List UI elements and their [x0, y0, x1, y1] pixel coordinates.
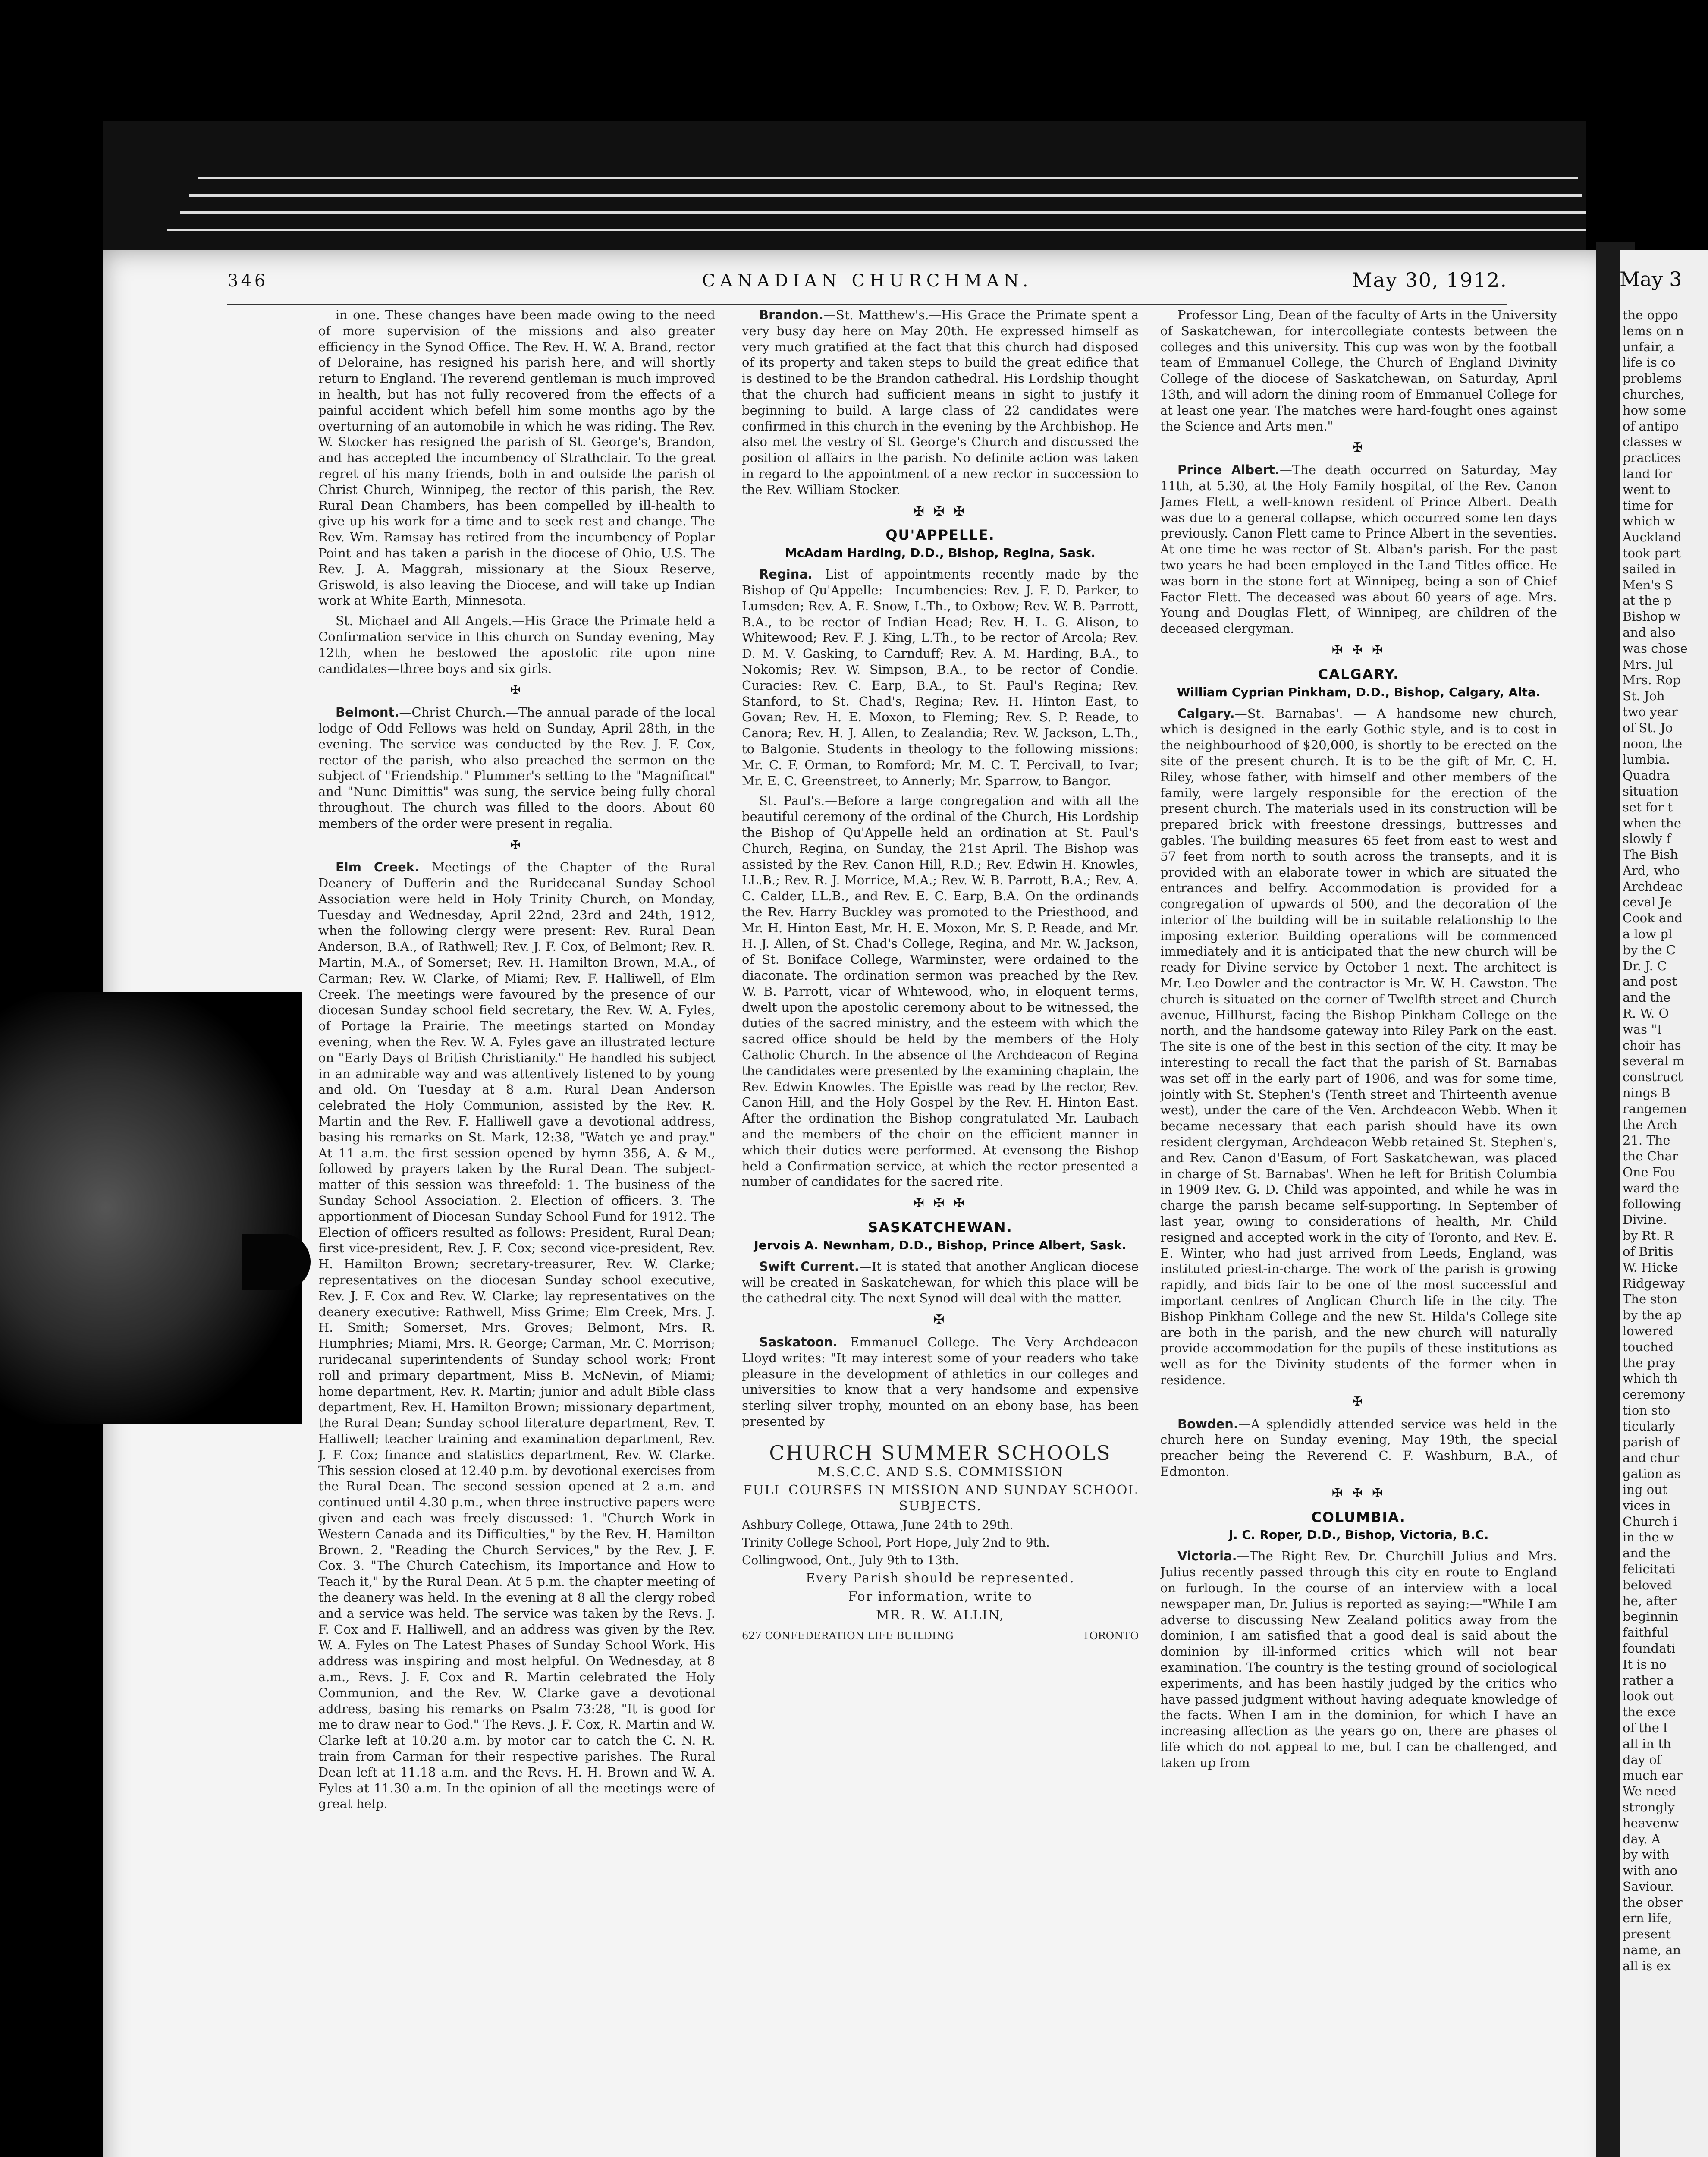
ornament: ✠ — [510, 682, 524, 698]
place-heading: Brandon. — [759, 308, 823, 322]
facing-page-line: Ridgeway — [1623, 1276, 1685, 1291]
page-edge-line — [167, 229, 1586, 231]
facing-page-line: took part — [1623, 545, 1681, 560]
ornament: ✠ ✠ ✠ — [1331, 642, 1386, 658]
facing-page-line: The Bish — [1623, 847, 1678, 862]
facing-page-line: set for t — [1623, 799, 1673, 814]
article-paragraph: St. Michael and All Angels.—His Grace the Primate held a Confirmation service in this church on Sunday evening, May 12th, when he bestowed the apostolic rite upon nine candidates—three boys and six girls. — [318, 613, 715, 676]
facing-page-line: the pray — [1623, 1355, 1676, 1370]
place-heading: Calgary. — [1177, 706, 1235, 721]
header-rule — [227, 304, 1507, 305]
facing-page-line: R. W. O — [1623, 1006, 1669, 1021]
facing-page-line: It is no — [1623, 1657, 1667, 1672]
bishop-line: McAdam Harding, D.D., Bishop, Regina, Sask. — [785, 546, 1096, 560]
facing-page-line: when the — [1623, 815, 1682, 830]
ad-city: TORONTO — [1082, 1629, 1139, 1642]
facing-page-line: Dr. J. C — [1623, 958, 1667, 973]
article-paragraph: Professor Ling, Dean of the faculty of Arts in the University of Saskatchewan, for intercollegiate contests between the colleges and this university. This cup was won by the football team of Emmanuel College, the Church of England Divinity College of the diocese of Saskatchewan, on Saturday, April 13th, and will adorn the dining room of Emmanuel College for at least one year. The matches were hard-fought ones against the Science and Arts men." — [1160, 308, 1557, 434]
facing-page-line: tion sto — [1623, 1402, 1670, 1418]
facing-page-line: how some — [1623, 402, 1686, 418]
facing-page-line: by the ap — [1623, 1308, 1682, 1323]
facing-page-line: land for — [1623, 466, 1673, 481]
thumb-shadow — [0, 992, 302, 1424]
facing-page-line: lems on n — [1623, 323, 1684, 338]
article-paragraph — [742, 566, 1139, 789]
facing-page-line: the Arch — [1623, 1117, 1677, 1132]
facing-page-line: and also — [1623, 625, 1676, 640]
page-edge-line — [198, 177, 1578, 179]
facing-page-line: ticularly — [1623, 1418, 1675, 1434]
ornament: ✠ — [1352, 1394, 1366, 1409]
facing-page-line: nings B — [1623, 1085, 1670, 1101]
article-paragraph — [742, 1334, 1139, 1430]
facing-page-line: beloved — [1623, 1577, 1672, 1592]
bishop-line: J. C. Roper, D.D., Bishop, Victoria, B.C. — [1228, 1528, 1489, 1542]
advertisement — [742, 1437, 1139, 1644]
facing-page-line: Cook and — [1623, 911, 1683, 926]
facing-page-line: problems — [1623, 371, 1682, 386]
facing-page-line: the oppo — [1623, 308, 1678, 322]
article-paragraph — [1160, 462, 1557, 637]
article-paragraph — [1160, 706, 1557, 1388]
facing-page-line: rather a — [1623, 1673, 1674, 1688]
place-heading: Regina. — [759, 567, 813, 582]
bishop-line: Jervois A. Newnham, D.D., Bishop, Prince Albert, Sask. — [754, 1238, 1127, 1252]
facing-page-line: was "I — [1623, 1022, 1662, 1037]
ornament: ✠ — [933, 1312, 947, 1328]
facing-page-line: Ard, who — [1623, 863, 1680, 878]
ad-address: 627 CONFEDERATION LIFE BUILDING — [742, 1629, 954, 1642]
facing-page-line: One Fou — [1623, 1165, 1676, 1180]
ornament: ✠ ✠ ✠ — [913, 503, 967, 519]
facing-page-line: with ano — [1623, 1863, 1678, 1878]
facing-page-line: by Rt. R — [1623, 1228, 1673, 1243]
facing-page-line: unfair, a — [1623, 339, 1675, 354]
facing-page-line: Bishop w — [1623, 609, 1681, 624]
article-text: —A splendidly attended service was held in the church here on Sunday evening, May 19th, the special preacher being the Reverend C. F. Washburn, B.A., of Edmonton. — [1160, 1416, 1557, 1479]
article-paragraph: St. Paul's.—Before a large congregation and with all the beautiful ceremony of the ordinal of the Church, His Lordship the Bishop of Qu'Appelle held an ordination at St. Paul's Church, Regina, on Sunday, the 21st April. The Bishop was assisted by the Rev. Canon Hill, R.D.; Rev. Edwin H. Knowles, LL.B.; Rev. R. J. Morrice, M.A.; Rev. W. B. Parrott, B.A.; Rev. A. C. Calder, LL.B., and Rev. E. C. Earp, B.A. On the ordinands the Rev. Harry Buckley was promoted to the Priesthood, and Mr. H. Hinton East, Mr. H. E. Moxon, Mr. S. P. Reade, and Mr. H. J. Allen, of St. Chad's College, Regina, and Mr. W. Jackson, of St. Boniface College, Warminster, were ordained to the diaconate. The ordination sermon was preached by the Rev. W. B. Parrott, vicar of Whitewood, who, in eloquent terms, dwelt upon the apostolic ceremony about to be witnessed, the duties of the sacred ministry, and the esteem with which the sacred office should be held by the members of the Holy Catholic Church. In the absence of the Archdeacon of Regina the candidates were presented by the examining chaplain, the Rev. Edwin Knowles. The Epistle was read by the rector, Rev. Canon Hill, and the Holy Gospel by the Rev. H. Hinton East. After the ordination the Bishop congratulated Mr. Laubach and the members of the choir on the efficient manner in which their duties were performed. At evensong the Bishop held a Confirmation service, at which the rector presented a number of candidates for the sacred rite. — [742, 793, 1139, 1189]
ad-line: Trinity College School, Port Hope, July 2nd to 9th. — [742, 1535, 1050, 1550]
page-header — [227, 268, 1507, 303]
facing-page-line: ward the — [1623, 1180, 1680, 1195]
facing-page-line: Saviour. — [1623, 1879, 1674, 1894]
facing-page-line: and the — [1623, 990, 1671, 1005]
facing-page-line: Mrs. Rop — [1623, 673, 1681, 688]
thumb-tip — [242, 1234, 311, 1290]
facing-page-line: of Britis — [1623, 1244, 1673, 1259]
place-heading: Belmont. — [336, 705, 399, 720]
article-text: —Emmanuel College.—The Very Archdeacon Lloyd writes: "It may interest some of your readers who take pleasure in the development of athletics in our colleges and universities to know that a very handsome and expensive sterling silver trophy, mounted on an ebony base, has been presented by — [742, 1335, 1139, 1429]
diocese-heading: CALGARY. — [1318, 666, 1400, 682]
facing-page-line: of antipo — [1623, 418, 1679, 434]
facing-page-line: was chose — [1623, 641, 1688, 656]
facing-page-line: by with — [1623, 1847, 1670, 1862]
book-edge — [103, 121, 1586, 263]
page-edge-line — [189, 194, 1582, 197]
diocese-heading: SASKATCHEWAN. — [868, 1219, 1013, 1236]
facing-page-text — [1623, 307, 1708, 2157]
facing-page-line: all is ex — [1623, 1958, 1671, 1973]
facing-page-line: life is co — [1623, 355, 1676, 370]
facing-page-line: of the l — [1623, 1720, 1667, 1735]
facing-page-line: W. Hicke — [1623, 1260, 1678, 1275]
facing-page-line: choir has — [1623, 1038, 1681, 1053]
facing-page-line: We need — [1623, 1784, 1677, 1799]
facing-page-line: ing out — [1623, 1482, 1667, 1497]
article-paragraph — [742, 307, 1139, 498]
ornament: ✠ — [1352, 440, 1366, 456]
publication-title: CANADIAN CHURCHMAN. — [702, 271, 1033, 291]
facing-page-line: and chur — [1623, 1450, 1680, 1465]
article-text: —List of appointments recently made by the Bishop of Qu'Appelle:—Incumbencies: Rev. J. F. D. Parker, to Lumsden; Rev. A. E. Snow, L.Th., to Oxbow; Rev. W. B. Parrott, B.A., to be rector of Indian Head; Rev. H. L. G. Alison, to Whitewood; Rev. F. J. King, L.Th., to be rector of Arcola; Rev. D. M. V. Gasking, to Carnduff; Rev. A. M. Harding, B.A., to Nokomis; Rev. W. Simpson, B.A., to be rector of Condie. Curacies: Rev. C. Earp, B.A., to St. Paul's Regina; Rev. Stanford, to St. Chad's, Regina; Rev. H. Hinton East, to Govan; Rev. H. E. Moxon, to Fleming; Rev. S. P. Reade, to Canora; Rev. H. J. Allen, to Zealandia; Rev. W. Jackson, L.Th., to Balgonie. Students in theology to the following missions: Mr. C. F. Orman, to Romford; Mr. M. C. T. Percivall, to Ivar; Mr. E. C. Greenstreet, to Annerly; Mr. Sparrow, to Bangor. — [742, 567, 1139, 788]
facing-page-line: rangemen — [1623, 1101, 1687, 1116]
facing-page-line: the exce — [1623, 1704, 1676, 1720]
ad-subtitle: M.S.C.C. AND S.S. COMMISSION — [817, 1464, 1064, 1480]
facing-page-line: Auckland — [1623, 530, 1682, 545]
place-heading: Elm Creek. — [336, 860, 420, 875]
column-3 — [1160, 307, 1557, 2157]
facing-page-line: strongly — [1623, 1799, 1675, 1814]
facing-page-line: parish of — [1623, 1434, 1679, 1450]
article-text: —The death occurred on Saturday, May 11th, at 5.30, at the Holy Family hospital, of the Rev. Canon James Flett, a well-known resident of Prince Albert. Death was due to a general collapse, which occurred some ten days previously. Canon Flett came to Prince Albert in the seventies. At one time he was rector of St. Alban's parish. For the past two years he had been employed in the Land Titles office. He was born in the stone fort at Winnipeg, being a son of Chief Factor Flett. The deceased was about 60 years of age. Mrs. Young and Douglas Flett, of Winnipeg, are children of the deceased clergyman. — [1160, 462, 1557, 636]
facing-page-line: he, after — [1623, 1593, 1677, 1608]
facing-page-line: sailed in — [1623, 561, 1676, 576]
facing-page-line: of St. Jo — [1623, 720, 1673, 735]
article-text: —Meetings of the Chapter of the Rural Deanery of Dufferin and the Ruridecanal Sunday School Association were held in Holy Trinity Church, on Monday, Tuesday and Wednesday, April 22nd, 23rd and 24th, 1912, when the following clergy were present: Rev. Rural Dean Anderson, B.A., of Rathwell; Rev. J. F. Cox, of Belmont; Rev. R. Martin, M.A., of Somerset; Rev. H. Hamilton Brown, M.A., of Carman; Rev. W. Clarke, of Miami; Rev. F. Halliwell, of Elm Creek. The meetings were favoured by the presence of our diocesan Sunday school field secretary, the Rev. W. A. Fyles, of Portage la Prairie. The meetings started on Monday evening, when the Rev. W. A. Fyles gave an illustrated lecture on "Early Days of British Christianity." He handled his subject in an admirable way and was attentively listened to by young and old. On Tuesday at 8 a.m. Rural Dean Anderson celebrated the Holy Communion, assisted by the Rev. R. Martin and the Rev. F. Halliwell gave a devotional address, basing his remarks on St. Mark, 12:38, "Watch ye and pray." At 11 a.m. the first session opened by hymn 356, A. & M., followed by prayers taken by the Rural Dean. The subject-matter of this session was threefold: 1. The business of the Sunday School Association. 2. Election of officers. 3. The apportionment of Diocesan Sunday School Fund for 1912. The Election of officers resulted as follows: President, Rural Dean; first vice-president, Rev. J. F. Cox; second vice-president, Rev. H. Hamilton Brown; secretary-treasurer, Rev. W. Clarke; representatives on the diocesan Sunday school executive, Rev. J. F. Cox and Rev. W. Clarke; lay representatives on the deanery executive: Rathwell, Miss Grime; Elm Creek, Mrs. J. H. Smith; Somerset, Mrs. Groves; Belmont, Mrs. R. Humphries; Miami, Mrs. R. George; Carman, Mr. C. Morrison; ruridecanal superintendents of Sunday school work; Front roll and primary department, Miss B. McNevin, of Miami; home department, Rev. R. Martin; junior and adult Bible class department, Rev. H. Hamilton Brown; missionary department, the Rural Dean; Sunday school literature department, Rev. T. Halliwell; teacher training and examination department, Rev. J. F. Cox; finance and statistics department, Rev. W. Clarke. This session closed at 12.40 p.m. by devotional exercises from the Rural Dean. The second session opened at 2 a.m. and continued until 4.30 p.m., when three instructive papers were given and each was freely discussed: 1. "Church Work in Western Canada and its Difficulties," by the Rev. H. Hamilton Brown. 2. "Reading the Church Services," by the Rev. J. F. Cox. 3. "The Church Catechism, its Importance and How to Teach it," by the Rural Dean. At 5 p.m. the chapter meeting of the deanery was held. In the evening at 8 all the clergy robed and a service was held. The service was taken by the Revs. J. F. Cox and F. Halliwell, and an address was given by the Rev. W. A. Fyles on The Latest Phases of Sunday School Work. His address was inspiring and most helpful. On Wednesday, at 8 a.m., Revs. J. F. Cox and R. Martin celebrated the Holy Communion, and the Rev. W. Clarke gave a devotional address, basing his remarks on Psalm 73:28, "It is good for me to draw near to God." The Revs. J. F. Cox, R. Martin and W. Clarke left at 10.20 a.m. by motor car to catch the C. N. R. train from Carman for their respective parishes. The Rural Dean left at 11.18 a.m. and the Revs. H. H. Brown and W. A. Fyles at 11.30 a.m. In the opinion of all the meetings were of great help. — [318, 860, 715, 1811]
article-paragraph — [1160, 1416, 1557, 1480]
ad-subtitle: FULL COURSES IN MISSION AND SUNDAY SCHOOL SUBJECTS. — [743, 1483, 1138, 1514]
bishop-line: William Cyprian Pinkham, D.D., Bishop, Calgary, Alta. — [1177, 685, 1541, 699]
facing-page-line: heavenw — [1623, 1815, 1679, 1830]
page-edge-line — [180, 211, 1586, 214]
facing-page-line: name, an — [1623, 1943, 1681, 1958]
article-text: —It is stated that another Anglican diocese will be created in Saskatchewan, for which this place will be the cathedral city. The next Synod will deal with the matter. — [742, 1259, 1139, 1306]
ad-note: For information, write to — [848, 1589, 1033, 1605]
facing-page-line: two year — [1623, 704, 1678, 719]
diocese-heading: COLUMBIA. — [1311, 1509, 1406, 1525]
ad-note: Every Parish should be represented. — [806, 1571, 1075, 1586]
facing-page-line: Church i — [1623, 1514, 1677, 1529]
ad-footer — [742, 1628, 1139, 1644]
article-text: —Christ Church.—The annual parade of the local lodge of Odd Fellows was held on Sunday, April 28th, in the evening. The service was conducted by the Rev. J. F. Cox, rector of the parish, who also preached the sermon on the subject of "Friendship." Plummer's setting to the "Magnificat" and "Nunc Dimittis" was sung, the service being fully choral throughout. The church was filled to the doors. About 60 members of the order were present in regalia. — [318, 705, 715, 831]
page-number: 346 — [227, 271, 268, 291]
place-heading: Saskatoon. — [759, 1335, 838, 1350]
facing-page-line: much ear — [1623, 1768, 1683, 1783]
facing-page-line: ceremony — [1623, 1387, 1685, 1402]
ornament: ✠ ✠ ✠ — [1331, 1485, 1386, 1501]
facing-page-line: faithful — [1623, 1625, 1669, 1640]
facing-page-line: went to — [1623, 482, 1670, 497]
facing-page-line: which th — [1623, 1371, 1678, 1386]
facing-page-line: time for — [1623, 498, 1673, 513]
article-paragraph — [1160, 1548, 1557, 1770]
facing-page-line: foundati — [1623, 1641, 1676, 1656]
facing-page-line: ern life, — [1623, 1911, 1672, 1926]
facing-page-line: situation — [1623, 783, 1678, 799]
facing-page-line: Divine. — [1623, 1212, 1667, 1227]
article-paragraph — [318, 859, 715, 1812]
facing-page-line: Mrs. Jul — [1623, 657, 1673, 672]
article-paragraph — [742, 1259, 1139, 1306]
facing-page-line: lumbia. — [1623, 752, 1670, 767]
facing-page-line: ceval Je — [1623, 895, 1672, 910]
facing-page-line: all in th — [1623, 1736, 1671, 1751]
facing-page-line: day of — [1623, 1752, 1661, 1767]
facing-page-line: which w — [1623, 514, 1675, 529]
place-heading: Bowden. — [1177, 1416, 1238, 1431]
facing-page-line: the obser — [1623, 1895, 1683, 1910]
facing-page-line: following — [1623, 1196, 1681, 1211]
facing-page-line: a low pl — [1623, 927, 1673, 942]
facing-page-line: by the C — [1623, 942, 1676, 957]
facing-page-line: beginnin — [1623, 1609, 1678, 1624]
facing-page-line: The ston — [1623, 1292, 1678, 1307]
facing-page-line: day. A — [1623, 1831, 1661, 1846]
facing-page-line: 21. The — [1623, 1133, 1670, 1148]
ad-line: Collingwood, Ont., July 9th to 13th. — [742, 1553, 959, 1567]
facing-page-line: and post — [1623, 974, 1677, 989]
facing-page-line: several m — [1623, 1053, 1684, 1069]
facing-page-line: lowered — [1623, 1324, 1674, 1338]
ad-title: CHURCH SUMMER SCHOOLS — [769, 1441, 1111, 1465]
facing-page-line: and the — [1623, 1546, 1671, 1561]
facing-page-line: touched — [1623, 1339, 1674, 1354]
place-heading: Victoria. — [1177, 1549, 1237, 1564]
issue-date: May 30, 1912. — [1352, 268, 1507, 292]
facing-page-line: classes w — [1623, 434, 1683, 450]
column-1 — [318, 307, 715, 2157]
facing-page-line: St. Joh — [1623, 689, 1665, 704]
article-paragraph — [318, 704, 715, 831]
facing-page-line: in the w — [1623, 1530, 1674, 1545]
column-2 — [742, 307, 1139, 2157]
facing-page-line: at the p — [1623, 593, 1672, 608]
facing-page-line: the Char — [1623, 1149, 1678, 1164]
ornament: ✠ — [510, 837, 524, 853]
facing-page-line: gation as — [1623, 1466, 1681, 1481]
place-heading: Prince Albert. — [1177, 462, 1280, 478]
facing-page-line: vices in — [1623, 1498, 1671, 1513]
facing-page-line: construct — [1623, 1069, 1683, 1085]
article-text: —The Right Rev. Dr. Churchill Julius and Mrs. Julius recently passed through this city en route to England on furlough. In the course of an interview with a local newspaper man, Dr. Julius is reported as saying:—"While I am adverse to discussing New Zealand politics away from the dominion, I am satisfied that a good deal is said about the dominion by ill-informed critics which will not bear examination. The country is the testing ground of sociological experiments, and has been hastily judged by the critics who have passed judgment without having adequate knowledge of the facts. When I am in the dominion, for which I have an increasing affection as the years go on, there are phases of life which do not appeal to me, but I can be challenged, and taken up from — [1160, 1549, 1557, 1770]
facing-page-line: Archdeac — [1623, 879, 1683, 894]
facing-page-line: Men's S — [1623, 577, 1673, 592]
facing-page-line: churches, — [1623, 387, 1685, 402]
facing-page-line: Quadra — [1623, 768, 1670, 783]
article-text: —St. Barnabas'. — A handsome new church, which is designed in the early Gothic style, and is to cost in the neighbourhood of $20,000, is shortly to be erected on the site of the present church. It is to be the gift of Mr. C. H. Riley, whose father, with himself and other members of the family, were largely responsible for the erection of the present church. The materials used in its construction will be prepared brick with freestone dressings, buttresses and gables. The building measures 65 feet from east to west and 57 feet from north to south across the transepts, and it is provided with an elaborate tower in which are situated the entrances and belfry. Accommodation is provided for a congregation of upwards of 500, and the decoration of the interior of the building will be in suitable relationship to the imposing exterior. Building operations will be commenced immediately and it is anticipated that the new church will be ready for Divine service by October 1 next. The architect is Mr. Leo Dowler and the contractor is Mr. W. H. Cawston. The church is situated on the corner of Twelfth street and Church avenue, Hillhurst, facing the Bishop Pinkham College on the north, and the handsome gateway into Riley Park on the east. The site is one of the best in this section of the city. It may be interesting to recall the fact that the parish of St. Barnabas was set off in the early part of 1906, and was for some time, jointly with St. Stephen's (Tenth street and Thirteenth avenue west), under the care of the Ven. Archdeacon Webb. When it became necessary that each parish should have its own resident clergyman, Archdeacon Webb retained St. Stephen's, and Rev. Canon d'Easum, of Fort Saskatchewan, was placed in charge of St. Barnabas'. When he left for British Columbia in 1909 Rev. G. D. Child was appointed, and while he was in charge the parish became self-supporting. In September of last year, owing to considerations of health, Mr. Child resigned and accepted work in the city of Toronto, and Rev. E. E. Winter, who had just arrived from Leeds, England, was instituted priest-in-charge. The work of the parish is growing rapidly, and bids fair to be one of the most successful and important centres of Anglican Church life in the city. The Bishop Pinkham College and the new St. Hilda's College site are both in the parish, and the new church will naturally provide accommodation for the pupils of these institutions as well as for the Divinity students of the former when in residence. — [1160, 706, 1557, 1387]
article-text: —St. Matthew's.—His Grace the Primate spent a very busy day here on May 20th. He expressed himself as very much gratified at the fact that this church had disposed of its property and taken steps to build the great edifice that is destined to be the Brandon cathedral. His Lordship thought that the church had sufficient means in sight to justify it beginning to build. A large class of 22 candidates were confirmed in this church in the evening by the Archbishop. He also met the vestry of St. George's Church and discussed the position of affairs in the parish. No definite action was taken in regard to the appointment of a new rector in succession to the Rev. William Stocker. — [742, 308, 1139, 497]
article-paragraph: in one. These changes have been made owing to the need of more supervision of the missions and also greater efficiency in the Synod Office. The Rev. H. W. A. Brand, rector of Deloraine, has resigned his parish here, and will shortly return to England. The reverend gentleman is much improved in health, but has not fully recovered from the effects of a painful accident which befell him some months ago by the overturning of an automobile in which he was riding. The Rev. W. Stocker has resigned the parish of St. George's, Brandon, and has accepted the incumbency of Strathclair. To the great regret of his many friends, both in and outside the parish of Christ Church, Winnipeg, the rector of this parish, the Rev. Rural Dean Chambers, has been compelled by ill-health to give up his work for a time and to seek rest and change. The Rev. Wm. Ramsay has retired from the incumbency of Poplar Point and has taken a parish in the diocese of Ohio, U.S. The Rev. J. A. Maggrah, missionary at the Sioux Reserve, Griswold, is also leaving the Diocese, and will take up Indian work at White Earth, Minnesota. — [318, 308, 715, 608]
diocese-heading: QU'APPELLE. — [885, 527, 995, 544]
facing-page-line: felicitati — [1623, 1561, 1675, 1576]
facing-page-line: present — [1623, 1927, 1671, 1942]
facing-page-line: noon, the — [1623, 736, 1683, 751]
facing-page-line: look out — [1623, 1688, 1674, 1704]
ad-line: Ashbury College, Ottawa, June 24th to 29th. — [742, 1517, 1014, 1532]
ad-contact-name: MR. R. W. ALLIN, — [876, 1607, 1005, 1623]
place-heading: Swift Current. — [759, 1259, 859, 1274]
facing-page-header: May 3 — [1620, 267, 1682, 291]
facing-page-line: practices — [1623, 450, 1681, 465]
ornament: ✠ ✠ ✠ — [913, 1196, 967, 1211]
facing-page-line: slowly f — [1623, 831, 1671, 846]
